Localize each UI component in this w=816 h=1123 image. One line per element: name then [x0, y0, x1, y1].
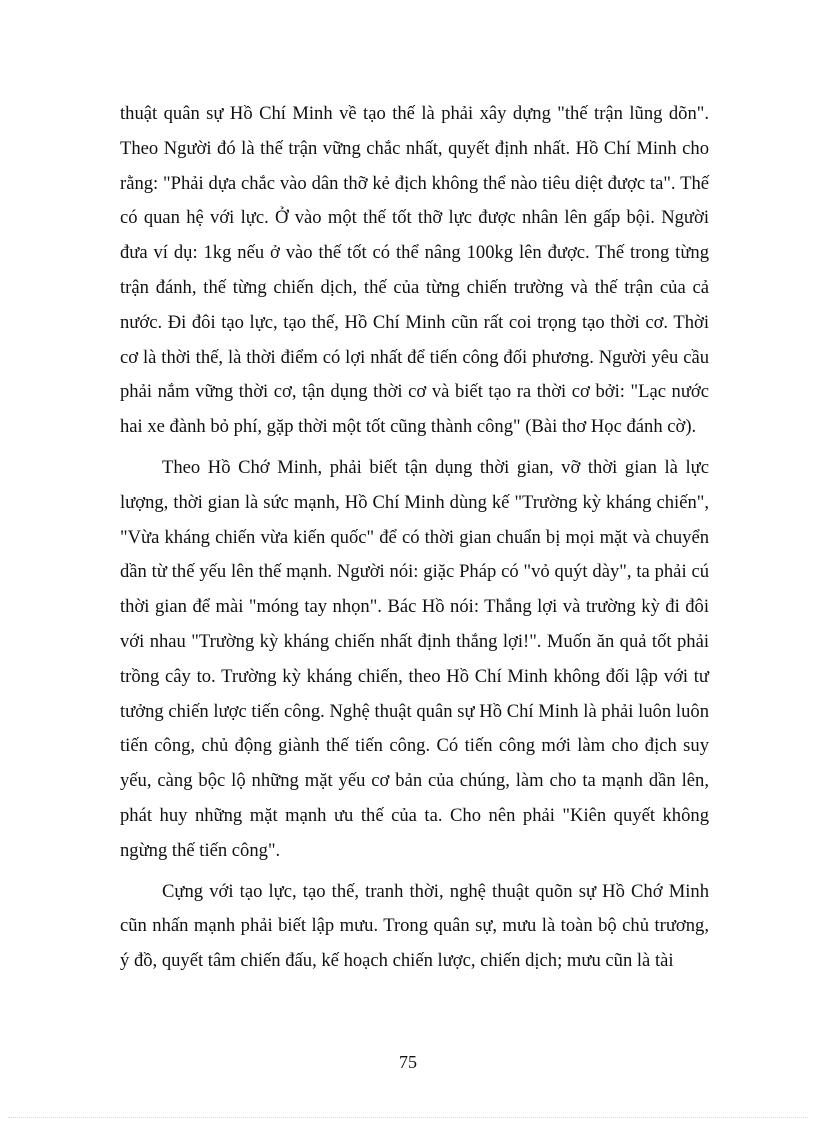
page-bottom-divider	[8, 1117, 808, 1118]
body-text	[120, 97, 709, 979]
page-number: 75	[399, 1052, 417, 1072]
paragraph-2: Theo Hồ Chớ Minh, phải biết tận dụng thời gian, vỡ thời gian là lực lượng, thời gian là sức mạnh, Hồ Chí Minh dùng kế "Trường kỳ kháng chiến", "Vừa kháng chiến vừa kiến quốc" để có thời gian chuẩn bị mọi mặt và chuyển dần từ thế yếu lên thế mạnh. Người nói: giặc Pháp có "vỏ quýt dày", ta phải cú thời gian để mài "móng tay nhọn". Bác Hồ nói: Thắng lợi và trường kỳ đi đôi với nhau "Trường kỳ kháng chiến nhất định thắng lợi!". Muốn ăn quả tốt phải trồng cây to. Trường kỳ kháng chiến, theo Hồ Chí Minh không đối lập với tư tưởng chiến lược tiến công. Nghệ thuật quân sự Hồ Chí Minh là phải luôn luôn tiến công, chủ động giành thế tiến công. Có tiến công mới làm cho địch suy yếu, càng bộc lộ những mặt yếu cơ bản của chúng, làm cho ta mạnh dần lên, phát huy những mặt mạnh ưu thế của ta. Cho nên phải "Kiên quyết không ngừng thế tiến công".	[120, 456, 709, 861]
paragraph-1: thuật quân sự Hồ Chí Minh về tạo thế là phải xây dựng "thế trận lũng dõn". Theo Người đó là thế trận vững chắc nhất, quyết định nhất. Hồ Chí Minh cho rằng: "Phải dựa chắc vào dân thỡ kẻ địch không thể nào tiêu diệt được ta". Thế có quan hệ với lực. Ở vào một thế tốt thỡ lực được nhân lên gấp bội. Người đưa ví dụ: 1kg nếu ở vào thế tốt có thể nâng 100kg lên được. Thế trong từng trận đánh, thế từng chiến dịch, thế của từng chiến trường và thế trận của cả nước. Đi đôi tạo lực, tạo thế, Hồ Chí Minh cũn rất coi trọng tạo thời cơ. Thời cơ là thời thế, là thời điểm có lợi nhất để tiến công đối phương. Người yêu cầu phải nắm vững thời cơ, tận dụng thời cơ và biết tạo ra thời cơ bởi: "Lạc nước hai xe đành bỏ phí, gặp thời một tốt cũng thành công" (Bài thơ Học đánh cờ).	[120, 103, 709, 438]
paragraph-3: Cựng với tạo lực, tạo thế, tranh thời, nghệ thuật quõn sự Hồ Chớ Minh cũn nhấn mạnh phải biết lập mưu. Trong quân sự, mưu là toàn bộ chủ trương, ý đồ, quyết tâm chiến đấu, kế hoạch chiến lược, chiến dịch; mưu cũn là tài	[120, 880, 709, 972]
